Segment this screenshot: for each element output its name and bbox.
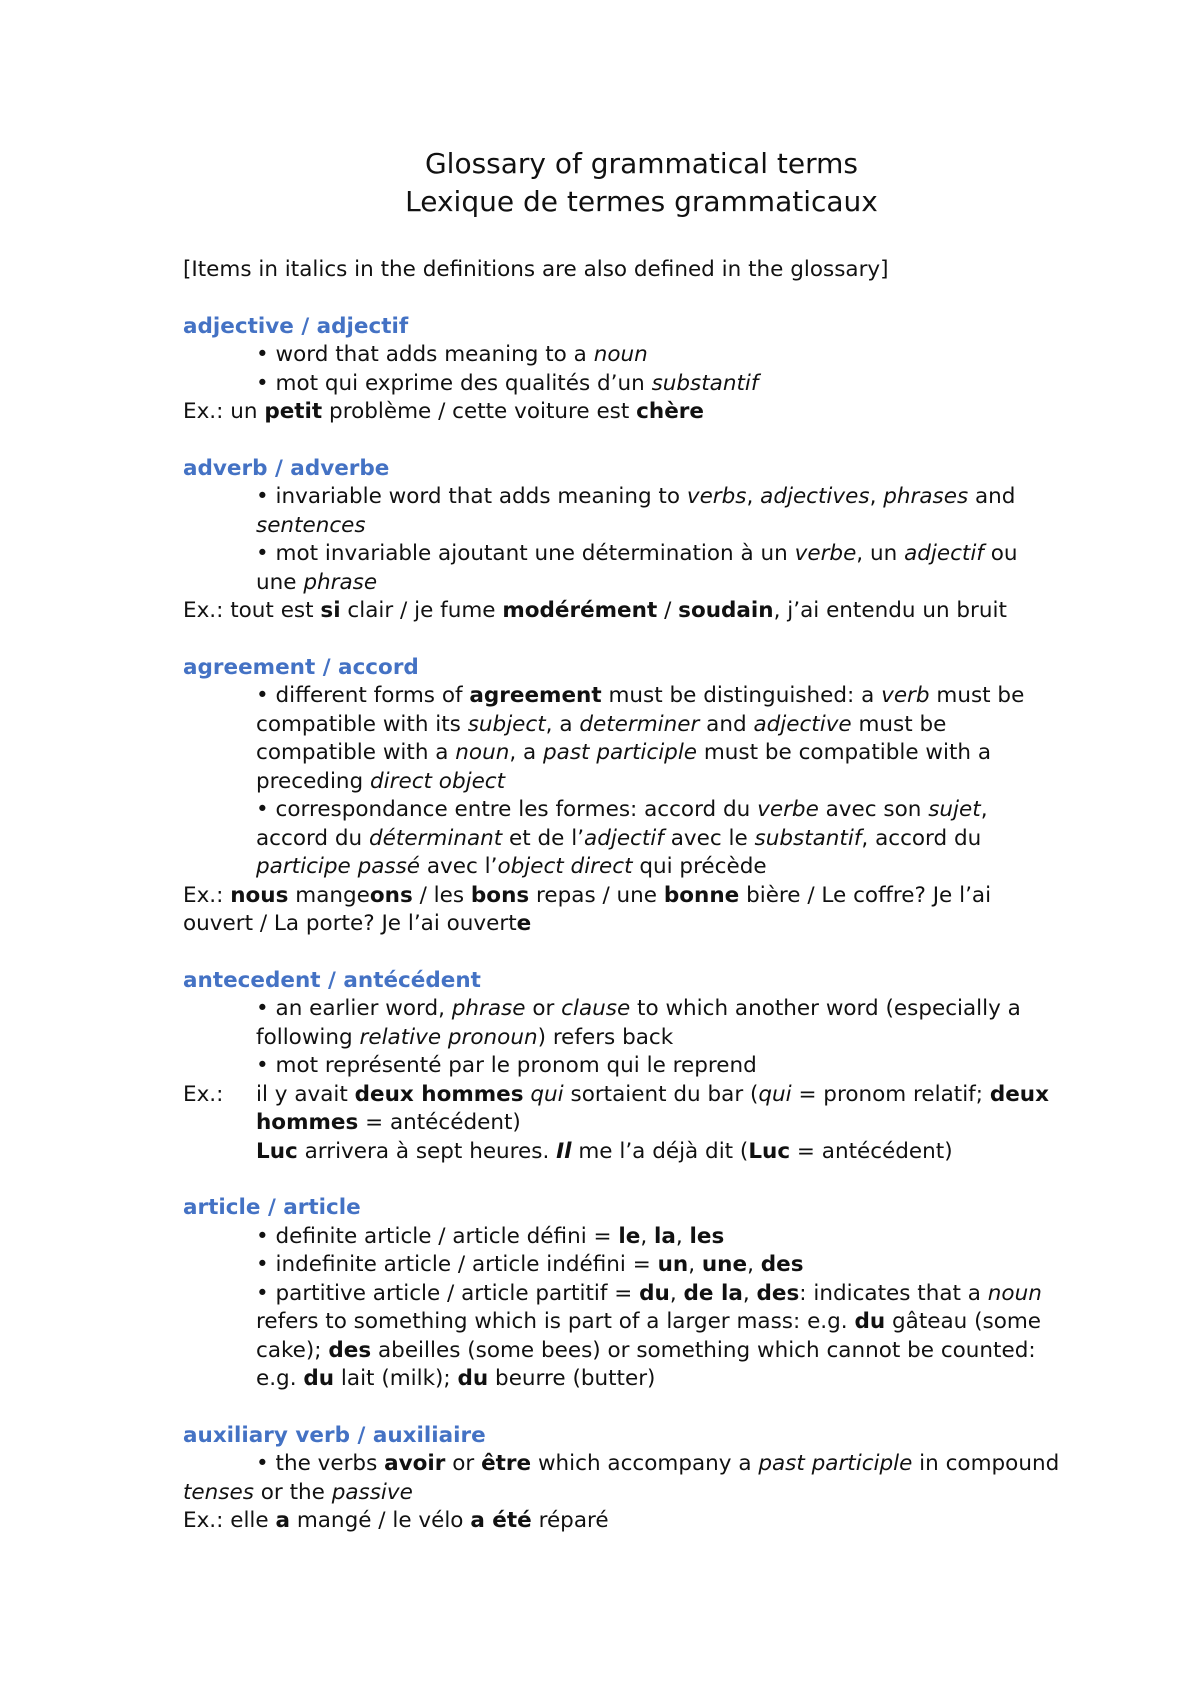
text-segment: and — [699, 711, 754, 737]
text-segment: , — [669, 1280, 684, 1306]
text-segment: mangé / le vélo — [289, 1508, 471, 1533]
text-segment: passive — [331, 1479, 413, 1505]
text-segment: • mot qui exprime des qualités d’un — [256, 370, 652, 396]
text-segment: et de l’ — [502, 825, 585, 851]
text-segment: de la — [683, 1280, 743, 1306]
text-segment: a — [275, 1508, 290, 1533]
example-line — [183, 398, 1060, 427]
text-segment: repas / une — [529, 882, 664, 908]
text-segment: relative pronoun — [359, 1024, 538, 1050]
text-segment: refers to something which is part of a larger mass: e.g. — [256, 1280, 1049, 1334]
text-segment: to which another word (especially a following — [256, 996, 1028, 1050]
text-segment: agreement — [469, 683, 602, 708]
text-segment: determiner — [579, 711, 700, 737]
text-segment: du — [303, 1366, 335, 1391]
example-line — [183, 597, 1060, 626]
text-segment: me l’a déjà dit ( — [571, 1138, 749, 1164]
title-block — [183, 0, 1060, 221]
text-segment: des — [328, 1337, 372, 1363]
text-segment: , — [747, 1252, 761, 1277]
text-segment: • an earlier word, — [256, 996, 452, 1021]
text-segment: phrase — [451, 996, 526, 1021]
text-segment: • indefinite article / article indéfini = — [256, 1252, 658, 1277]
text-segment: , accord du — [861, 825, 989, 851]
text-segment: réparé — [531, 1508, 609, 1533]
text-segment: avoir — [384, 1451, 446, 1476]
text-segment: des — [760, 1252, 804, 1277]
text-segment: chère — [636, 399, 704, 424]
text-segment: • partitive article / article partitif = — [256, 1280, 640, 1306]
text-segment: Ex.: tout est — [183, 598, 321, 623]
text-segment: , — [640, 1223, 654, 1249]
glossary-term: adverb / adverbe — [183, 455, 390, 481]
text-segment: ou une — [256, 541, 1025, 595]
example-label: Ex.: — [183, 1081, 224, 1107]
text-segment: deux hommes — [354, 1081, 524, 1107]
glossary-term: agreement / accord — [183, 654, 419, 680]
glossary-term: antecedent / antécédent — [183, 967, 481, 993]
text-segment: Ex.: un — [183, 399, 265, 424]
definition-bullet — [183, 1223, 1060, 1252]
glossary-note: [Items in italics in the definitions are also defined in the glossary] — [183, 257, 889, 282]
text-segment: tenses — [183, 1479, 254, 1505]
text-segment: des — [756, 1280, 800, 1306]
text-segment: bons — [470, 882, 530, 908]
text-segment: qui — [530, 1081, 564, 1107]
text-segment: le — [618, 1223, 641, 1249]
text-segment: participe passé — [256, 854, 421, 879]
text-segment: • different forms of — [256, 683, 470, 708]
text-segment: / les — [412, 882, 471, 908]
example-line — [256, 1138, 1060, 1167]
text-segment: Il — [556, 1138, 572, 1164]
example-line — [183, 1507, 1060, 1536]
glossary-entry — [183, 654, 1060, 939]
text-segment: beurre (butter) — [488, 1366, 656, 1391]
text-segment: = antécédent) — [358, 1110, 521, 1135]
definition-bullet — [183, 483, 1060, 540]
text-segment: • the verbs — [256, 1451, 385, 1476]
example-line — [183, 882, 1060, 939]
text-segment: verb — [881, 683, 930, 708]
glossary-entries — [183, 313, 1067, 1536]
text-segment: verbe — [794, 541, 857, 566]
text-segment: adjectif — [584, 825, 664, 851]
text-segment: = pronom relatif; — [791, 1081, 990, 1107]
text-segment: , — [675, 1223, 690, 1249]
text-segment: adjectif — [904, 541, 984, 566]
text-segment: qui — [758, 1081, 792, 1107]
definition-bullet — [183, 1052, 1060, 1081]
glossary-entry — [183, 455, 1060, 626]
text-segment: Luc — [256, 1138, 298, 1164]
text-segment: phrase — [303, 569, 378, 595]
definition-bullet — [183, 1450, 1067, 1507]
text-segment: , — [688, 1252, 702, 1277]
text-segment: phrases — [883, 484, 969, 509]
glossary-term: article / article — [183, 1195, 361, 1220]
text-segment: = antécédent) — [790, 1138, 953, 1164]
glossary-term: adjective / adjectif — [183, 313, 409, 339]
text-segment: verbe — [757, 797, 819, 822]
text-segment: which accompany a — [531, 1451, 759, 1476]
text-segment: clair / je fume — [340, 598, 503, 623]
text-segment: noun — [987, 1280, 1042, 1306]
text-segment: arrivera à sept heures. — [297, 1138, 557, 1164]
text-segment: deux hommes — [256, 1081, 1049, 1135]
text-segment: problème / cette voiture est — [322, 399, 637, 424]
definition-bullet — [183, 796, 1060, 882]
text-segment: substantif — [651, 370, 759, 396]
example-block — [183, 1081, 1060, 1167]
page-title: Glossary of grammatical terms — [424, 147, 859, 180]
text-segment: adjectives — [760, 484, 870, 509]
glossary-entry — [183, 967, 1060, 1167]
text-segment: une — [701, 1252, 748, 1277]
example-lines — [256, 1081, 1060, 1167]
glossary-entry — [183, 313, 1060, 427]
text-segment: substantif — [754, 825, 862, 851]
definition-bullet — [183, 540, 1060, 597]
text-segment: must be compatible with its — [256, 683, 1032, 737]
text-segment: la — [653, 1223, 676, 1249]
glossary-entry — [183, 1422, 1067, 1536]
text-segment: , a — [509, 740, 544, 765]
text-segment: du — [457, 1366, 489, 1391]
text-segment: déterminant — [369, 825, 503, 851]
text-segment: soudain — [678, 598, 774, 623]
text-segment: ) refers back — [537, 1024, 674, 1050]
text-segment: les — [689, 1223, 725, 1249]
text-segment: si — [320, 598, 341, 623]
text-segment: adjective — [753, 711, 852, 737]
definition-bullet — [183, 370, 1060, 399]
text-segment: clause — [561, 996, 631, 1021]
definition-bullet — [183, 341, 1060, 370]
text-segment: sentences — [256, 512, 366, 538]
text-segment: • mot invariable ajoutant une détermination à un — [256, 541, 795, 566]
definition-bullet — [183, 1251, 1060, 1280]
glossary-entry — [183, 1194, 1060, 1394]
example-line — [256, 1081, 1060, 1138]
definition-bullet — [183, 1280, 1060, 1394]
text-segment: must be distinguished: a — [601, 683, 882, 708]
text-segment: , — [746, 484, 761, 509]
text-segment: un — [657, 1252, 689, 1277]
text-segment: sujet — [928, 797, 981, 822]
text-segment: subject — [467, 711, 546, 737]
text-segment: petit — [264, 399, 323, 424]
text-segment: / — [657, 598, 679, 623]
text-segment: direct object — [370, 768, 506, 794]
text-segment: , a — [545, 711, 580, 737]
text-segment: abeilles (some bees) or something which cannot be counted: e.g. — [256, 1337, 1043, 1391]
text-segment: gâteau (some cake); — [256, 1309, 1048, 1363]
text-segment: : indicates that a — [799, 1280, 988, 1306]
text-segment: bière / Le coffre? Je l’ai ouvert / La porte? Je l’ai ouvert — [183, 882, 998, 936]
text-segment: mange — [288, 882, 370, 908]
page-subtitle: Lexique de termes grammaticaux — [405, 185, 878, 218]
text-segment: , — [742, 1280, 757, 1306]
text-segment: • invariable word that adds meaning to — [256, 484, 687, 509]
text-segment: object direct — [497, 854, 633, 879]
text-segment: avec le — [663, 825, 755, 851]
text-segment: • word that adds meaning to a — [256, 342, 594, 367]
text-segment: • correspondance entre les formes: accord du — [256, 797, 758, 822]
text-segment: ons — [369, 882, 413, 908]
text-segment: avec l’ — [420, 854, 498, 879]
text-segment: , un — [856, 541, 905, 566]
text-segment: Ex.: — [183, 882, 231, 908]
text-segment: or the — [253, 1479, 332, 1505]
text-segment: verbs — [686, 484, 747, 509]
text-segment: qui précède — [632, 854, 767, 879]
text-segment: noun — [455, 740, 510, 765]
text-segment: avec son — [818, 797, 929, 822]
text-segment: e — [516, 911, 532, 936]
text-segment: bonne — [663, 882, 740, 908]
text-segment: Ex.: elle — [183, 1508, 276, 1533]
text-segment: past participle — [758, 1451, 913, 1476]
text-segment: être — [481, 1451, 532, 1476]
text-segment: must be compatible with a — [256, 711, 954, 765]
text-segment: modérément — [502, 598, 658, 623]
text-segment: or — [525, 996, 562, 1021]
definition-bullet — [183, 682, 1060, 796]
text-segment: il y avait — [256, 1081, 355, 1107]
text-segment: must be compatible with a preceding — [256, 740, 998, 794]
text-segment: , — [869, 484, 884, 509]
glossary-term: auxiliary verb / auxiliaire — [183, 1422, 486, 1448]
text-segment: noun — [593, 342, 648, 367]
text-segment: du — [854, 1309, 886, 1334]
text-segment: past participle — [543, 740, 698, 765]
definition-bullet — [183, 995, 1060, 1052]
text-segment: • mot représenté par le pronom qui le reprend — [256, 1053, 757, 1078]
text-segment: Luc — [748, 1138, 791, 1164]
text-segment: sortaient du bar ( — [563, 1081, 759, 1107]
text-segment: du — [639, 1280, 670, 1306]
text-segment: , j’ai entendu un bruit — [773, 598, 1007, 623]
text-segment: , accord du — [256, 797, 995, 851]
text-segment: a été — [470, 1508, 532, 1533]
text-segment: lait (milk); — [334, 1366, 458, 1391]
text-segment: nous — [230, 882, 289, 908]
text-segment: and — [968, 484, 1023, 509]
text-segment: • definite article / article défini = — [256, 1223, 619, 1249]
text-segment: in compound — [912, 1451, 1067, 1476]
text-segment: or — [445, 1451, 482, 1476]
